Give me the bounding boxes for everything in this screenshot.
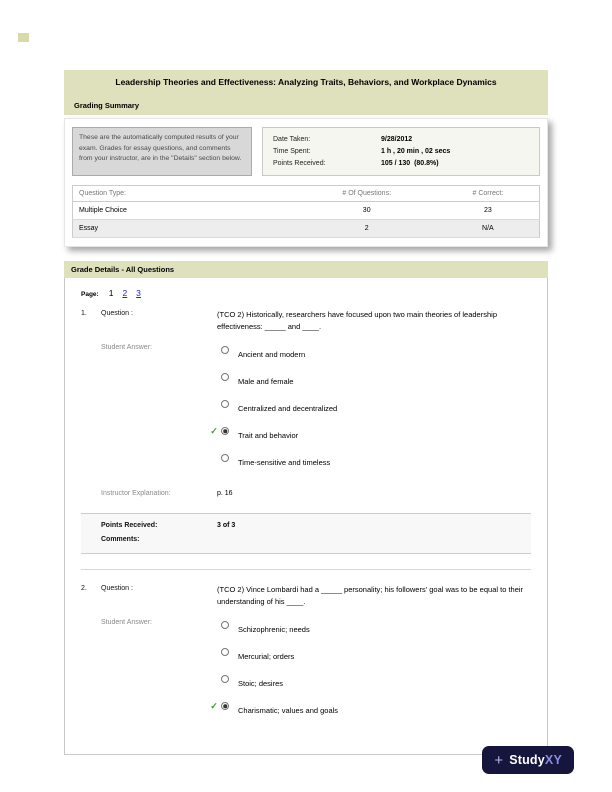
cell-correct: N/A bbox=[437, 220, 540, 238]
grading-summary-card bbox=[64, 118, 548, 247]
instructor-explanation-text: p. 16 bbox=[217, 490, 233, 498]
col-num-questions: # Of Questions: bbox=[297, 186, 437, 202]
summary-instructions: These are the automatically computed results of your exam. Grades for essay questions, and comments from your instructor, are in the "Details" section below. bbox=[72, 127, 252, 176]
points-received-row bbox=[273, 160, 529, 167]
corner-mark bbox=[18, 33, 29, 42]
question-label: Question : bbox=[101, 585, 133, 593]
answer-option[interactable] bbox=[207, 344, 539, 364]
radio-button[interactable] bbox=[221, 675, 229, 683]
points-received-value: 3 of 3 bbox=[217, 522, 236, 530]
answer-option[interactable] bbox=[207, 425, 539, 445]
col-num-correct: # Correct: bbox=[437, 186, 540, 202]
radio-button[interactable] bbox=[221, 400, 229, 408]
pagination bbox=[81, 288, 539, 298]
answer-option-label: Schizophrenic; needs bbox=[238, 625, 310, 635]
question-block bbox=[81, 310, 539, 554]
answer-option[interactable] bbox=[207, 700, 539, 720]
question-label: Question : bbox=[101, 310, 133, 318]
page-link[interactable]: 3 bbox=[136, 288, 141, 299]
answer-option-label: Male and female bbox=[238, 377, 294, 387]
time-spent-label: Time Spent: bbox=[273, 148, 311, 156]
instructor-explanation-label: Instructor Explanation: bbox=[101, 490, 171, 498]
points-received-label: Points Received: bbox=[273, 160, 326, 168]
points-received-value: 105 / 130 (80.8%) bbox=[381, 160, 439, 168]
answer-option-label: Time-sensitive and timeless bbox=[238, 458, 331, 468]
cell-correct: 23 bbox=[437, 202, 540, 220]
student-answer-label: Student Answer: bbox=[101, 619, 152, 627]
date-taken-value: 9/28/2012 bbox=[381, 136, 413, 144]
question-number: 1. bbox=[81, 310, 87, 318]
table-row bbox=[73, 202, 540, 220]
cell-count: 30 bbox=[297, 202, 437, 220]
date-taken-label: Date Taken: bbox=[273, 136, 311, 144]
page-label: Page: bbox=[81, 291, 99, 299]
answer-options bbox=[210, 619, 539, 727]
answer-option[interactable] bbox=[207, 646, 539, 666]
grade-details-heading: Grade Details - All Questions bbox=[64, 261, 548, 278]
plus-icon: + bbox=[494, 751, 504, 769]
radio-button[interactable] bbox=[221, 454, 229, 462]
radio-button[interactable] bbox=[221, 621, 229, 629]
question-text: (TCO 2) Historically, researchers have focused upon two main theories of leadership effectiveness: _____ and ____. bbox=[217, 310, 497, 332]
summary-info-panel bbox=[262, 127, 540, 176]
brand-text-xy: XY bbox=[544, 753, 562, 767]
answer-option-label: Ancient and modern bbox=[238, 350, 306, 360]
answer-option-label: Centralized and decentralized bbox=[238, 404, 338, 414]
answer-option-label: Charismatic; values and goals bbox=[238, 706, 339, 716]
radio-button[interactable] bbox=[221, 648, 229, 656]
question-number: 2. bbox=[81, 585, 87, 593]
correct-check-icon: ✓ bbox=[210, 701, 218, 712]
cell-type: Essay bbox=[73, 220, 297, 238]
answer-option[interactable] bbox=[207, 398, 539, 418]
page-number-current: 1 bbox=[108, 288, 114, 299]
grade-details-panel bbox=[64, 278, 548, 755]
answer-option[interactable] bbox=[207, 371, 539, 391]
question-block bbox=[81, 585, 539, 727]
points-received-box bbox=[81, 513, 531, 554]
correct-check-icon: ✓ bbox=[210, 426, 218, 437]
header-banner bbox=[64, 70, 548, 115]
radio-button[interactable] bbox=[221, 702, 229, 710]
time-spent-row bbox=[273, 148, 529, 155]
exam-results-document bbox=[64, 70, 548, 755]
question-type-table bbox=[72, 185, 540, 238]
table-row bbox=[73, 220, 540, 238]
studyxy-logo bbox=[482, 746, 574, 774]
answer-options bbox=[210, 344, 539, 479]
radio-button[interactable] bbox=[221, 373, 229, 381]
radio-button[interactable] bbox=[221, 346, 229, 354]
cell-type: Multiple Choice bbox=[73, 202, 297, 220]
grading-summary-heading: Grading Summary bbox=[74, 101, 140, 111]
cell-count: 2 bbox=[297, 220, 437, 238]
brand-text-study: Study bbox=[509, 753, 545, 767]
answer-option[interactable] bbox=[207, 619, 539, 639]
time-spent-value: 1 h , 20 min , 02 secs bbox=[381, 148, 451, 156]
comments-label: Comments: bbox=[101, 536, 140, 544]
answer-option-label: Stoic; desires bbox=[238, 679, 284, 689]
answer-option-label: Trait and behavior bbox=[238, 431, 299, 441]
page-title: Leadership Theories and Effectiveness: Analyzing Traits, Behaviors, and Workplace Dynamics bbox=[115, 77, 497, 87]
answer-option[interactable] bbox=[207, 452, 539, 472]
page-link[interactable]: 2 bbox=[122, 288, 128, 299]
question-text: (TCO 2) Vince Lombardi had a _____ personality; his followers' goal was to be equal to their understanding of his ____. bbox=[217, 585, 524, 607]
table-header-row bbox=[73, 186, 540, 202]
question-divider bbox=[81, 569, 531, 570]
col-question-type: Question Type: bbox=[73, 186, 297, 202]
radio-button[interactable] bbox=[221, 427, 229, 435]
points-received-label: Points Received: bbox=[101, 522, 158, 530]
answer-option[interactable] bbox=[207, 673, 539, 693]
answer-option-label: Mercurial; orders bbox=[238, 652, 295, 662]
date-taken-row bbox=[273, 136, 529, 143]
student-answer-label: Student Answer: bbox=[101, 344, 152, 352]
